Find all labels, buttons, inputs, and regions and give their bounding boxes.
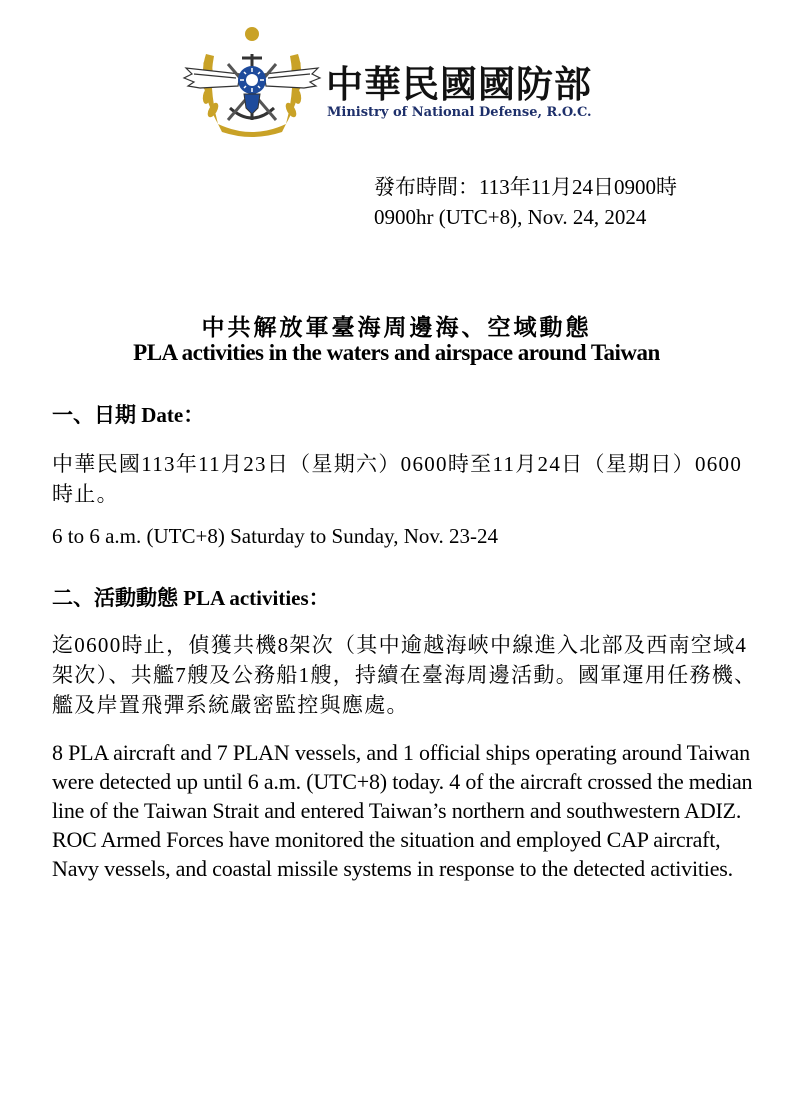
activities-section-heading: 二、活動動態 PLA activities： bbox=[52, 586, 330, 610]
release-time-en: 0900hr (UTC+8), Nov. 24, 2024 bbox=[374, 205, 647, 229]
activities-text-zh: 迄0600時止，偵獲共機8架次（其中逾越海峽中線進入北部及西南空域4架次）、共艦7艘及公務船1艘，持續在臺海周邊活動。國軍運用任務機、艦及岸置飛彈系統嚴密監控與應處。 bbox=[52, 633, 757, 717]
activities-text-en: 8 PLA aircraft and 7 PLAN vessels, and 1 official ships operating around Taiwan were detected up until 6 a.m. (UTC+8) today. 4 of the aircraft crossed the median line of the Taiwan Strait and entered Taiwan’s northern and southwestern ADIZ. ROC Armed Forces have monitored the situation and employed CAP aircraft, Navy vessels, and coastal missile systems in response to the detected activities. bbox=[52, 740, 753, 881]
title-en: PLA activities in the waters and airspace around Taiwan bbox=[133, 340, 660, 365]
release-time-zh: 發布時間：113年11月24日0900時 bbox=[374, 175, 677, 199]
date-text-en: 6 to 6 a.m. (UTC+8) Saturday to Sunday, Nov. 23-24 bbox=[52, 524, 498, 548]
org-name-zh: 中華民國國防部 bbox=[326, 63, 592, 106]
mnd-emblem-icon bbox=[178, 24, 326, 142]
org-name-en: Ministry of National Defense, R.O.C. bbox=[327, 105, 592, 120]
date-text-zh: 中華民國113年11月23日（星期六）0600時至11月24日（星期日）0600時止。 bbox=[52, 452, 743, 506]
date-section-heading: 一、日期 Date： bbox=[52, 403, 205, 427]
title-zh: 中共解放軍臺海周邊海、空域動態 bbox=[201, 315, 592, 340]
release-time bbox=[374, 172, 677, 232]
document-header bbox=[178, 24, 628, 142]
